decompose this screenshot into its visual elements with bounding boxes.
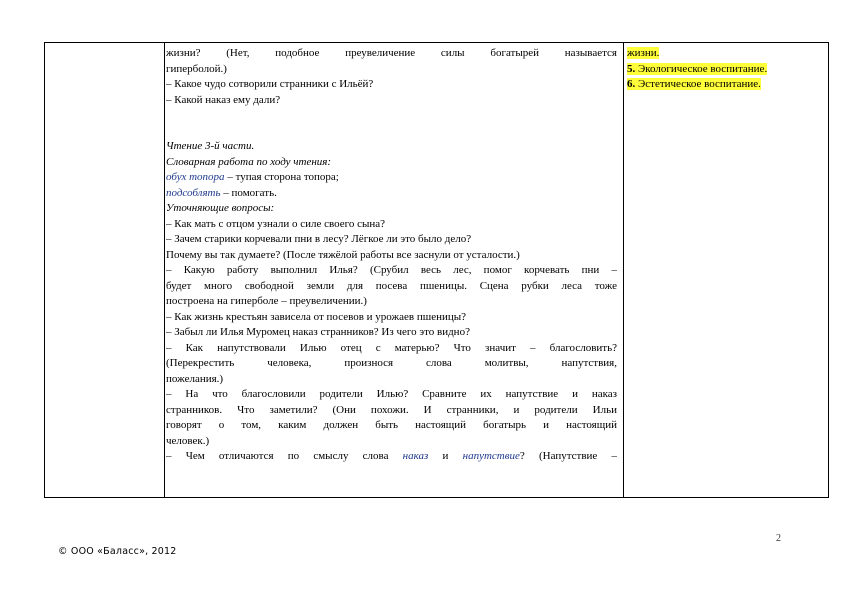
spacer	[166, 108, 617, 139]
goal-line	[627, 46, 825, 62]
question-line: – Какое чудо сотворили странники с Ильёй?	[166, 78, 374, 90]
clarify-heading-text: Уточняющие вопросы	[166, 202, 271, 214]
lesson-content-column	[166, 46, 617, 465]
column-divider-1	[164, 43, 165, 497]
question-line: построена на гиперболе – преувеличении.)	[166, 295, 367, 307]
vocab-term: обух топора	[166, 171, 225, 183]
text-line: жизни? (Нет, подобное преувеличение силы богатырей называется	[166, 47, 617, 59]
goal-text: жизни.	[627, 47, 660, 59]
vocab-item	[166, 170, 617, 186]
goal-item	[627, 77, 825, 93]
goal-number: 6.	[627, 78, 636, 90]
question-line: – На что благословили родители Илью? Сравните их напутствие и наказ	[166, 388, 617, 400]
key-word: наказ	[402, 450, 429, 462]
question-line: – Как жизнь крестьян зависела от посевов и урожаев пшеницы?	[166, 310, 467, 323]
question-line: говорят о том, каким должен быть настоящий богатырь и настоящий	[166, 419, 617, 431]
vocab-term: подсоблять	[166, 186, 221, 199]
vocab-heading: Словарная работа по ходу чтения:	[166, 155, 332, 168]
copyright-footer: © ООО «Баласс», 2012	[58, 546, 177, 557]
goal-text: Эстетическое воспитание.	[635, 78, 761, 90]
question-line: пожелания.)	[166, 372, 224, 385]
goal-item	[627, 62, 825, 78]
text-line: гиперболой.)	[166, 62, 227, 75]
goal-highlight	[627, 78, 761, 90]
question-line: – Как напутствовали Илью отец с матерью? Что значит – благословить?	[166, 341, 617, 354]
question-line: будет много свободной земли для посева пшеницы. Сцена рубки леса тоже	[166, 279, 617, 292]
question-line: – Зачем старики корчевали пни в лесу? Лёгкое ли это было дело?	[166, 233, 472, 245]
question-text: и	[428, 450, 463, 462]
goal-text: Экологическое воспитание.	[635, 62, 768, 75]
question-text: – Чем отличаются по смыслу слова	[166, 450, 403, 462]
vocab-definition: – помогать.	[220, 186, 277, 199]
question-line: – Какую работу выполнил Илья? (Срубил весь лес, помог корчевать пни –	[166, 264, 617, 276]
clarify-heading: Уточняющие вопросы:	[166, 202, 275, 214]
goal-number: 5.	[627, 62, 636, 75]
key-word: напутствие	[462, 450, 520, 462]
page-number: 2	[776, 533, 781, 544]
question-line: Почему вы так думаете? (После тяжёлой работы все заснули от усталости.)	[166, 248, 520, 261]
question-line: человек.)	[166, 434, 210, 447]
question-line: – Как мать с отцом узнали о силе своего сына?	[166, 217, 386, 230]
lesson-table	[44, 42, 829, 498]
goals-column	[627, 46, 825, 93]
question-line: – Какой наказ ему дали?	[166, 93, 281, 106]
question-line: странников. Что заметили? (Они похожи. И странники, и родители Ильи	[166, 403, 617, 416]
vocab-definition: – тупая сторона топора;	[224, 171, 339, 183]
question-line	[166, 449, 617, 465]
vocab-item	[166, 186, 617, 202]
question-text: ? (Напутствие –	[519, 450, 617, 462]
question-line: – Забыл ли Илья Муромец наказ странников? Из чего это видно?	[166, 326, 470, 338]
goal-highlight	[627, 63, 767, 75]
column-divider-2	[623, 43, 624, 497]
question-line: (Перекрестить человека, произнося слова молитвы, напутствия,	[166, 357, 617, 369]
reading-heading: Чтение 3-й части.	[166, 140, 255, 152]
vocab-heading-text: Словарная работа по ходу чтения	[166, 155, 328, 168]
